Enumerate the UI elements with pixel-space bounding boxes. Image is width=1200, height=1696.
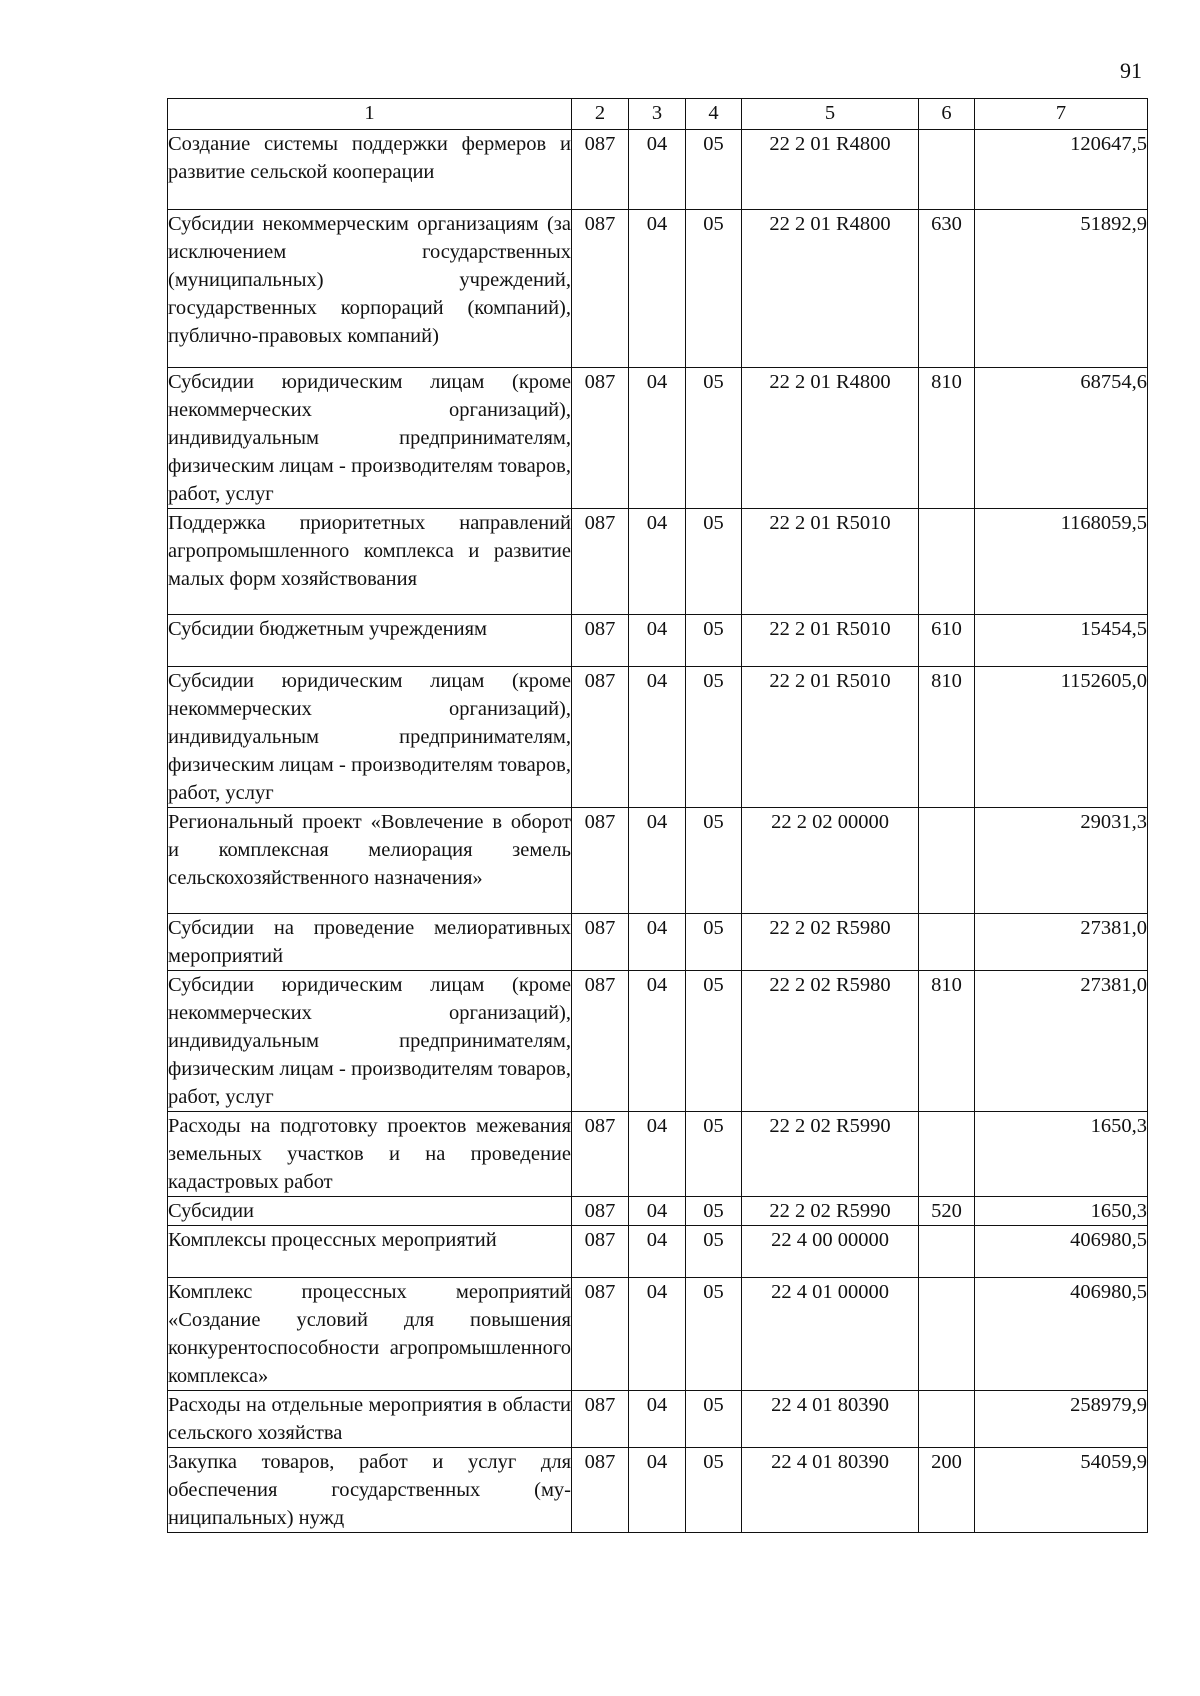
row-target-article-cell: 22 2 02 R5980 — [742, 971, 919, 1112]
budget-table — [167, 98, 1148, 1533]
row-name-cell: Поддержка приоритетных направлений агропромышленного комплекса и развитие малых форм хозяйствования — [168, 509, 572, 615]
header-cell: 7 — [975, 99, 1148, 130]
table-row — [168, 1448, 1148, 1533]
table-row — [168, 368, 1148, 509]
row-expense-type-cell: 520 — [919, 1197, 975, 1226]
row-section-cell: 04 — [629, 808, 686, 914]
row-grbs-cell: 087 — [572, 130, 629, 210]
row-name-cell: Создание системы поддержки фермеров и развитие сельской кооперации — [168, 130, 572, 210]
row-expense-type-cell — [919, 808, 975, 914]
row-subsection-cell: 05 — [686, 1278, 742, 1391]
row-target-article-cell: 22 2 01 R4800 — [742, 368, 919, 509]
row-section-cell: 04 — [629, 509, 686, 615]
row-subsection-cell: 05 — [686, 1391, 742, 1448]
row-target-article-cell: 22 2 01 R5010 — [742, 667, 919, 808]
row-subsection-cell: 05 — [686, 1448, 742, 1533]
row-grbs-cell: 087 — [572, 1278, 629, 1391]
row-expense-type-cell — [919, 130, 975, 210]
row-grbs-cell: 087 — [572, 1197, 629, 1226]
row-section-cell: 04 — [629, 1391, 686, 1448]
row-target-article-cell: 22 2 02 R5990 — [742, 1112, 919, 1197]
header-cell: 1 — [168, 99, 572, 130]
row-subsection-cell: 05 — [686, 667, 742, 808]
row-name-cell: Региональный проект «Вовлечение в оборот и комплексная мелиорация земель сельскохозяйственного назначения» — [168, 808, 572, 914]
row-subsection-cell: 05 — [686, 808, 742, 914]
row-target-article-cell: 22 4 00 00000 — [742, 1226, 919, 1278]
row-target-article-cell: 22 4 01 80390 — [742, 1448, 919, 1533]
table-row — [168, 210, 1148, 368]
row-grbs-cell: 087 — [572, 509, 629, 615]
row-name-cell: Субсидии юридическим лицам (кроме некоммерческих организаций), индивидуальным предпринимателям, физическим лицам - производителям товаров, работ, услуг — [168, 667, 572, 808]
row-grbs-cell: 087 — [572, 667, 629, 808]
row-grbs-cell: 087 — [572, 210, 629, 368]
row-section-cell: 04 — [629, 1448, 686, 1533]
row-section-cell: 04 — [629, 1112, 686, 1197]
row-expense-type-cell — [919, 1226, 975, 1278]
row-section-cell: 04 — [629, 667, 686, 808]
row-subsection-cell: 05 — [686, 509, 742, 615]
row-section-cell: 04 — [629, 130, 686, 210]
row-amount-cell: 1152605,0 — [975, 667, 1148, 808]
row-section-cell: 04 — [629, 971, 686, 1112]
table-row — [168, 808, 1148, 914]
row-expense-type-cell: 810 — [919, 667, 975, 808]
table-body — [168, 130, 1148, 1533]
row-amount-cell: 51892,9 — [975, 210, 1148, 368]
row-subsection-cell: 05 — [686, 368, 742, 509]
row-grbs-cell: 087 — [572, 368, 629, 509]
row-amount-cell: 15454,5 — [975, 615, 1148, 667]
row-target-article-cell: 22 2 02 R5990 — [742, 1197, 919, 1226]
row-expense-type-cell: 810 — [919, 971, 975, 1112]
row-amount-cell: 258979,9 — [975, 1391, 1148, 1448]
row-section-cell: 04 — [629, 914, 686, 971]
row-amount-cell: 68754,6 — [975, 368, 1148, 509]
row-target-article-cell: 22 4 01 80390 — [742, 1391, 919, 1448]
row-amount-cell: 406980,5 — [975, 1278, 1148, 1391]
row-target-article-cell: 22 2 02 00000 — [742, 808, 919, 914]
row-grbs-cell: 087 — [572, 1448, 629, 1533]
row-subsection-cell: 05 — [686, 1112, 742, 1197]
row-expense-type-cell: 810 — [919, 368, 975, 509]
row-section-cell: 04 — [629, 1197, 686, 1226]
row-name-cell: Субсидии бюджетным учреждениям — [168, 615, 572, 667]
row-subsection-cell: 05 — [686, 1197, 742, 1226]
row-name-cell: Субсидии некоммерческим организациям (за исключением государственных (муниципальных) учреждений, государственных корпораций (компаний), публично-правовых компаний) — [168, 210, 572, 368]
row-amount-cell: 1650,3 — [975, 1197, 1148, 1226]
row-name-cell: Субсидии — [168, 1197, 572, 1226]
row-amount-cell: 27381,0 — [975, 971, 1148, 1112]
row-expense-type-cell — [919, 914, 975, 971]
row-expense-type-cell — [919, 509, 975, 615]
row-name-cell: Комплексы процессных мероприятий — [168, 1226, 572, 1278]
row-amount-cell: 29031,3 — [975, 808, 1148, 914]
row-subsection-cell: 05 — [686, 130, 742, 210]
table-row — [168, 615, 1148, 667]
row-amount-cell: 27381,0 — [975, 914, 1148, 971]
table-row — [168, 971, 1148, 1112]
page-number: 91 — [1120, 58, 1142, 83]
row-name-cell: Закупка товаров, работ и услуг для обеспечения государственных (муниципальных) нужд — [168, 1448, 572, 1533]
row-amount-cell: 1168059,5 — [975, 509, 1148, 615]
row-grbs-cell: 087 — [572, 1112, 629, 1197]
row-section-cell: 04 — [629, 368, 686, 509]
row-grbs-cell: 087 — [572, 1391, 629, 1448]
row-target-article-cell: 22 2 01 R5010 — [742, 615, 919, 667]
row-section-cell: 04 — [629, 1278, 686, 1391]
table-row — [168, 914, 1148, 971]
row-target-article-cell: 22 4 01 00000 — [742, 1278, 919, 1391]
row-target-article-cell: 22 2 01 R5010 — [742, 509, 919, 615]
row-grbs-cell: 087 — [572, 1226, 629, 1278]
header-cell: 2 — [572, 99, 629, 130]
row-name-cell: Субсидии на проведение мелиоративных мероприятий — [168, 914, 572, 971]
row-grbs-cell: 087 — [572, 615, 629, 667]
header-cell: 3 — [629, 99, 686, 130]
row-amount-cell: 1650,3 — [975, 1112, 1148, 1197]
row-target-article-cell: 22 2 02 R5980 — [742, 914, 919, 971]
row-name-cell: Субсидии юридическим лицам (кроме некоммерческих организаций), индивидуальным предпринимателям, физическим лицам - производителям товаров, работ, услуг — [168, 971, 572, 1112]
row-subsection-cell: 05 — [686, 210, 742, 368]
row-amount-cell: 406980,5 — [975, 1226, 1148, 1278]
row-expense-type-cell: 630 — [919, 210, 975, 368]
row-grbs-cell: 087 — [572, 971, 629, 1112]
row-name-cell: Расходы на подготовку проектов межевания земельных участков и на проведение кадастровых работ — [168, 1112, 572, 1197]
row-subsection-cell: 05 — [686, 971, 742, 1112]
row-grbs-cell: 087 — [572, 808, 629, 914]
row-amount-cell: 54059,9 — [975, 1448, 1148, 1533]
row-amount-cell: 120647,5 — [975, 130, 1148, 210]
row-grbs-cell: 087 — [572, 914, 629, 971]
row-section-cell: 04 — [629, 1226, 686, 1278]
row-expense-type-cell — [919, 1278, 975, 1391]
row-target-article-cell: 22 2 01 R4800 — [742, 210, 919, 368]
row-target-article-cell: 22 2 01 R4800 — [742, 130, 919, 210]
header-cell: 5 — [742, 99, 919, 130]
header-cell: 6 — [919, 99, 975, 130]
table-row — [168, 1197, 1148, 1226]
table-row — [168, 1391, 1148, 1448]
row-name-cell: Расходы на отдельные мероприятия в области сельского хозяйства — [168, 1391, 572, 1448]
row-expense-type-cell — [919, 1391, 975, 1448]
row-expense-type-cell: 610 — [919, 615, 975, 667]
row-subsection-cell: 05 — [686, 1226, 742, 1278]
header-row — [168, 99, 1148, 130]
row-subsection-cell: 05 — [686, 615, 742, 667]
row-section-cell: 04 — [629, 615, 686, 667]
row-subsection-cell: 05 — [686, 914, 742, 971]
row-expense-type-cell — [919, 1112, 975, 1197]
table-row — [168, 1278, 1148, 1391]
table-row — [168, 667, 1148, 808]
row-name-cell: Субсидии юридическим лицам (кроме некоммерческих организаций), индивидуальным предпринимателям, физическим лицам - производителям товаров, работ, услуг — [168, 368, 572, 509]
table-row — [168, 130, 1148, 210]
table-row — [168, 1112, 1148, 1197]
row-expense-type-cell: 200 — [919, 1448, 975, 1533]
table-row — [168, 509, 1148, 615]
header-cell: 4 — [686, 99, 742, 130]
row-name-cell: Комплекс процессных мероприятий «Создание условий для повышения конкурентоспособности агропромышленного комплекса» — [168, 1278, 572, 1391]
table-row — [168, 1226, 1148, 1278]
row-section-cell: 04 — [629, 210, 686, 368]
